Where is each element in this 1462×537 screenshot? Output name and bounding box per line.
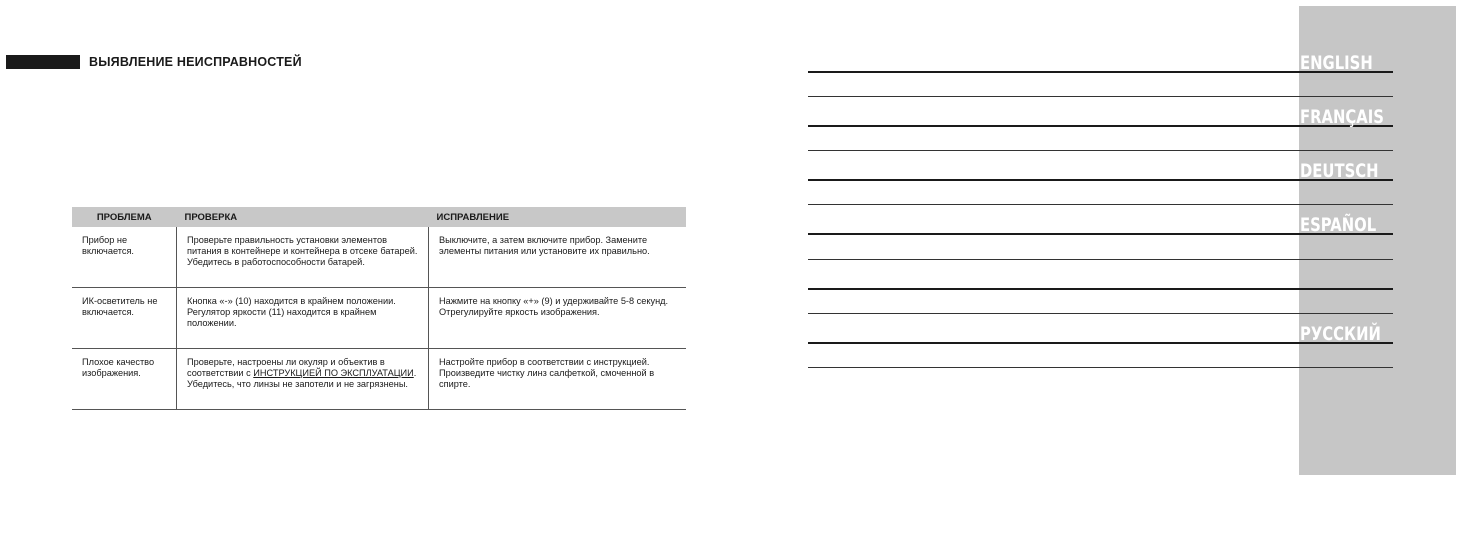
section-marker-bar (6, 55, 80, 69)
check-line: Регулятор яркости (11) находится в крайнем положении. (187, 307, 377, 328)
check-line: Кнопка «-» (10) находится в крайнем положении. (187, 296, 396, 306)
check-text-post: . Убедитесь, что линзы не запотели и не загрязнены. (187, 368, 417, 389)
fix-line: Отрегулируйте яркость изображения. (439, 307, 600, 317)
divider-rule (808, 204, 1393, 205)
problem-cell: Плохое качество изображения. (72, 349, 177, 410)
divider-rule (808, 313, 1393, 314)
language-label-english[interactable]: ENGLISH (1300, 52, 1373, 74)
check-cell (177, 349, 429, 410)
divider-rule (808, 259, 1393, 260)
check-cell: Проверьте правильность установки элементов питания в контейнере и контейнера в отсеке батарей. Убедитесь в работоспособности батарей. (177, 227, 429, 288)
manual-reference-link[interactable]: ИНСТРУКЦИЕЙ ПО ЭКСПЛУАТАЦИИ (253, 368, 414, 378)
check-text-pre: Проверьте, настроены ли окуляр и объектив в соответствии с (187, 357, 385, 378)
column-header-check: ПРОВЕРКА (177, 207, 429, 227)
language-label-deutsch[interactable]: DEUTSCH (1300, 160, 1379, 182)
check-cell (177, 288, 429, 349)
section-header (6, 54, 302, 69)
fix-cell: Настройте прибор в соответствии с инструкцией. Произведите чистку линз салфеткой, смоченной в спирте. (429, 349, 687, 410)
fix-cell: Выключите, а затем включите прибор. Замените элементы питания или установите их правильно. (429, 227, 687, 288)
divider-rule (808, 150, 1393, 151)
language-tab-strip (1299, 6, 1456, 475)
column-header-fix: ИСПРАВЛЕНИЕ (429, 207, 687, 227)
divider-rule (808, 367, 1393, 368)
divider-rule (808, 96, 1393, 97)
table-header-row (72, 207, 686, 227)
problem-cell: ИК-осветитель не включается. (72, 288, 177, 349)
problem-cell: Прибор не включается. (72, 227, 177, 288)
language-label-francais[interactable]: FRANÇAIS (1300, 106, 1384, 128)
table-row (72, 349, 686, 410)
section-title: ВЫЯВЛЕНИЕ НЕИСПРАВНОСТЕЙ (89, 54, 302, 69)
table-row (72, 288, 686, 349)
language-label-russian[interactable]: РУССКИЙ (1300, 323, 1381, 345)
table-row (72, 227, 686, 288)
language-label-espanol[interactable]: ESPAÑOL (1300, 214, 1377, 236)
column-header-problem: ПРОБЛЕМА (72, 207, 177, 227)
fix-line: Нажмите на кнопку «+» (9) и удерживайте 5-8 секунд. (439, 296, 669, 306)
troubleshooting-table (72, 207, 686, 410)
divider-rule (808, 288, 1393, 290)
fix-cell (429, 288, 687, 349)
